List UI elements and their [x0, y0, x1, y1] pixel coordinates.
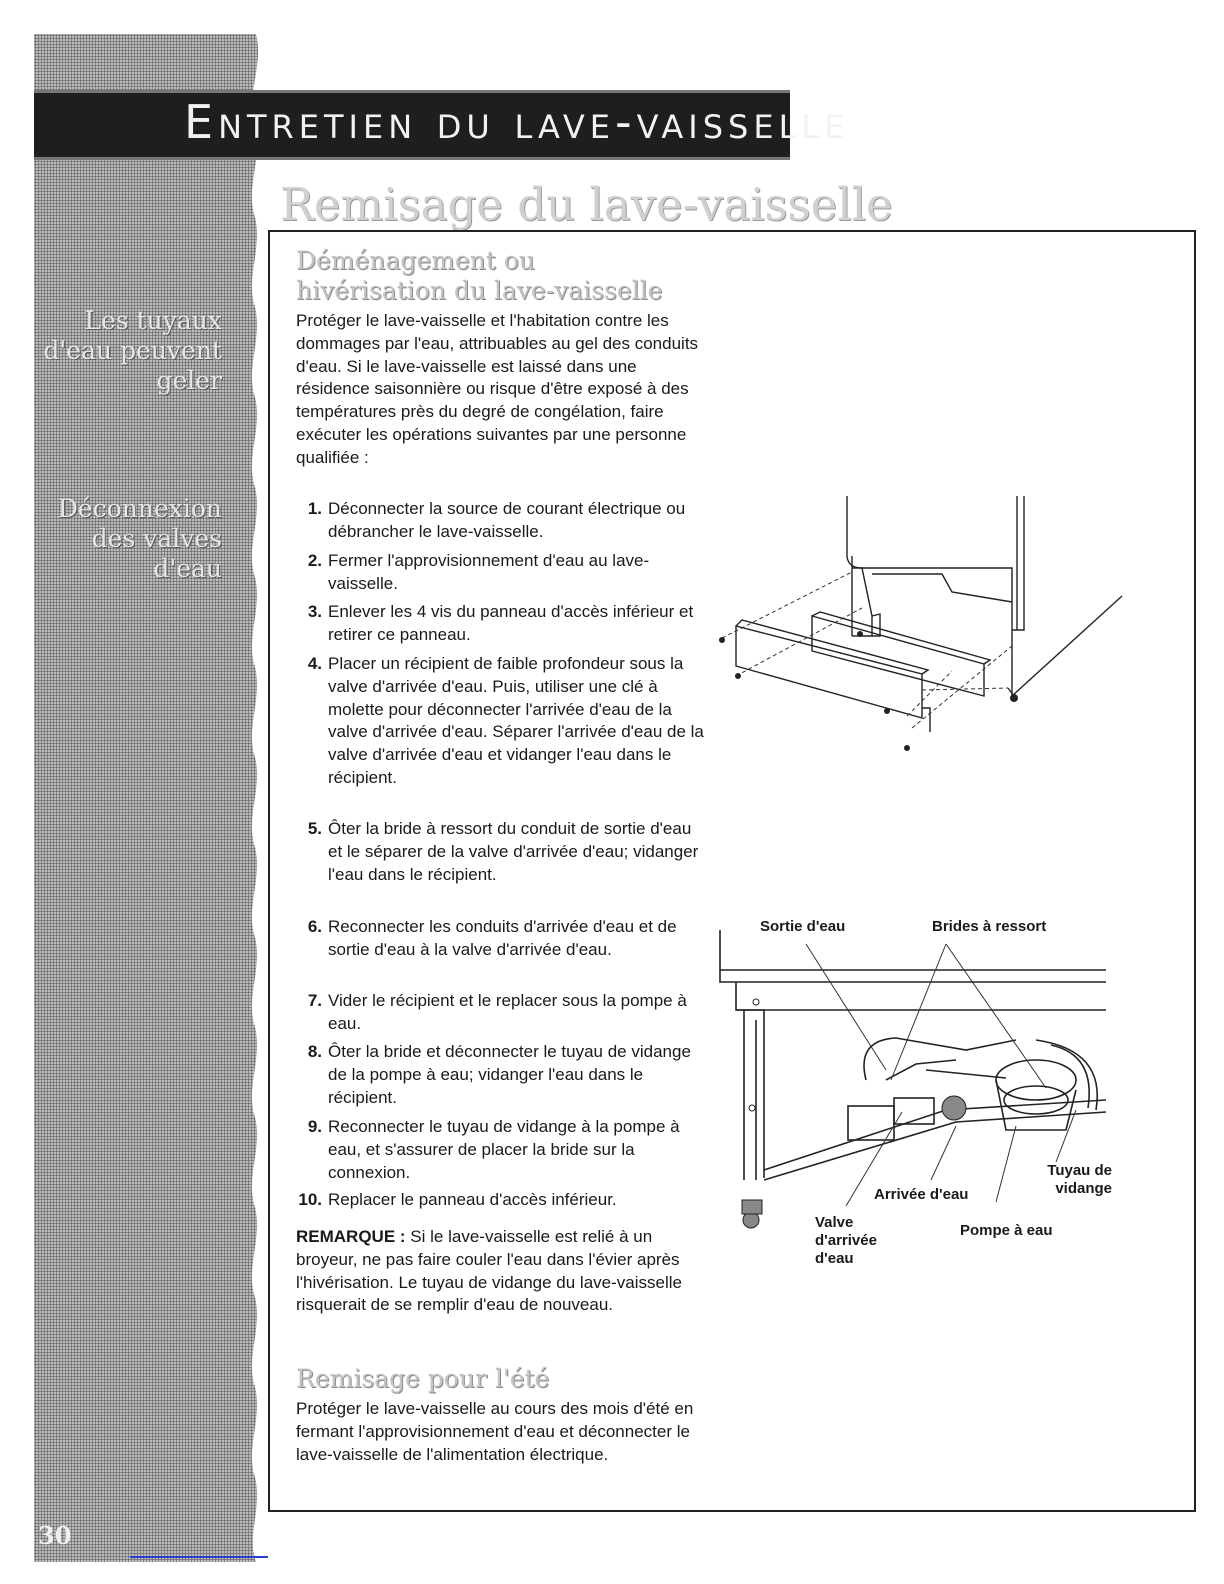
label-water-inlet: Arrivée d'eau — [874, 1186, 969, 1203]
leveling-foot-icon — [1010, 694, 1018, 702]
summer-paragraph: Protéger le lave-vaisselle au cours des mois d'été en fermant l'approvisionnement d'eau et déconnecter le lave-vaisselle de l'alimentation électrique. — [296, 1399, 694, 1464]
sidebar-wave-edge — [246, 34, 268, 1562]
note-paragraph — [296, 1226, 706, 1317]
label-water-outlet: Sortie d'eau — [760, 918, 846, 935]
chapter-title: Entretien du lave-vaisselle — [184, 95, 850, 149]
page-number: 30 — [38, 1521, 72, 1550]
intro-paragraph: Protéger le lave-vaisselle et l'habitation contre les dommages par l'eau, attribuables au gel des conduits d'eau. Si le lave-vaisselle est laissé dans une résidence saisonnière ou risque d'être exposé à des températures près du degré de congélation, faire exécuter les opérations suivantes par une personne qualifiée : — [296, 311, 699, 467]
screw-icon — [904, 745, 910, 751]
note-text: Si le lave-vaisselle est relié à un broyeur, ne pas faire couler l'eau dans l'évier après l'hivérisation. Le tuyau de vidange du lave-vaisselle risquerait de se remplir d'eau de nouveau. — [296, 1227, 682, 1315]
label-water-pump: Pompe à eau — [960, 1222, 1053, 1239]
subheading-moving: Déménagement ou hivérisation du lave-vaisselle — [296, 246, 663, 305]
screw-icon — [735, 673, 741, 679]
sidebar-label-frozen-pipes: Les tuyaux d'eau peuvent geler — [43, 306, 222, 395]
sidebar-label-disconnect-valves: Déconnexion des valves d'eau — [57, 494, 222, 583]
label-inlet-valve: Valve d'arrivée d'eau — [815, 1214, 877, 1267]
label-spring-clamps: Brides à ressort — [932, 918, 1047, 935]
note-label: REMARQUE : — [296, 1227, 406, 1246]
section-title: Remisage du lave-vaisselle — [280, 178, 893, 231]
access-panel-diagram — [712, 496, 1124, 766]
screw-icon — [719, 637, 725, 643]
subheading-summer: Remisage pour l'été — [296, 1364, 550, 1393]
screw-icon — [884, 708, 890, 714]
label-drain-hose: Tuyau de vidange — [1047, 1162, 1112, 1197]
bottom-link-line — [130, 1556, 268, 1558]
sidebar — [34, 34, 266, 1562]
chapter-banner — [34, 90, 850, 160]
